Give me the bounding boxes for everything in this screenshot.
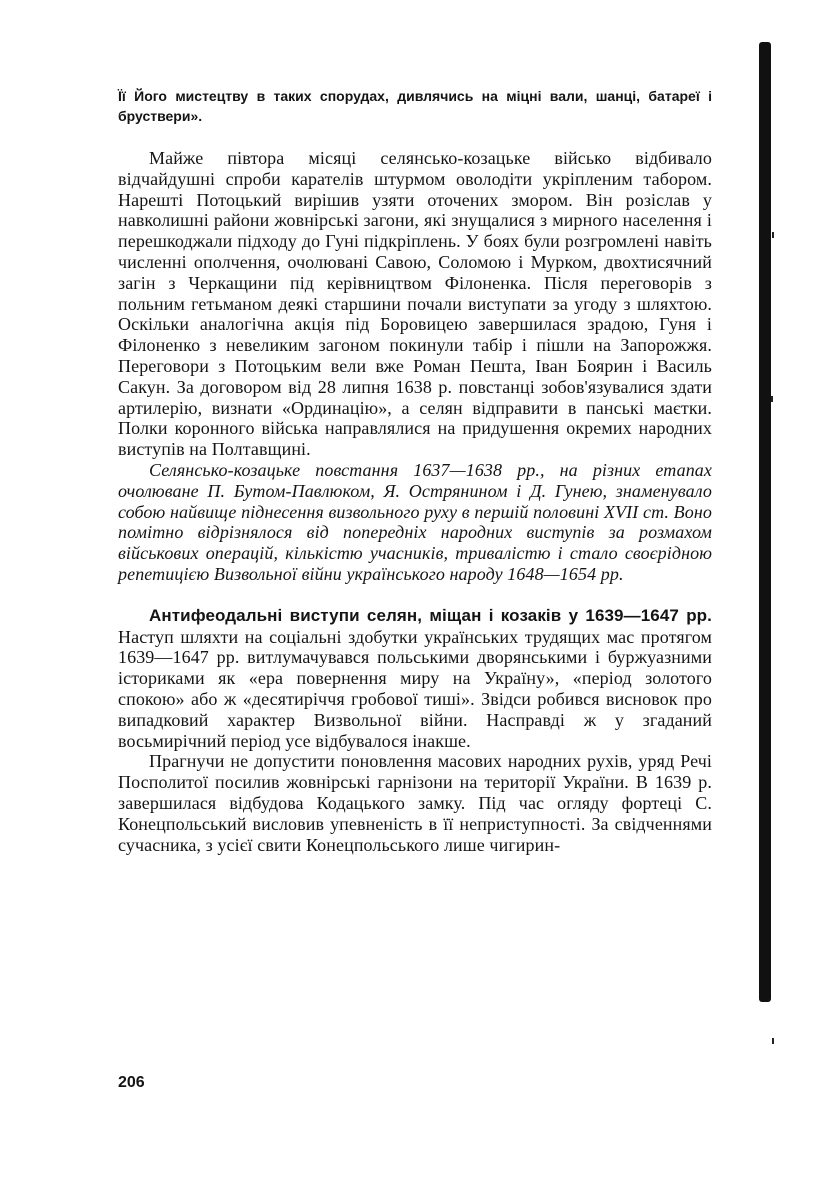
scan-speck [771,396,773,402]
lead-fragment: Її Його мистецтву в таких спорудах, дивлячись на міцні вали, шанці, батареї і бруствери». [118,88,712,124]
page-number: 206 [118,1074,145,1091]
section-paragraph [118,605,712,752]
summary-paragraph-italic: Селянсько-козацьке повстання 1637—1638 рр., на різних етапах очолюване П. Бутом-Павлюком, Я. Острянином і Д. Гунею, знаменувало собою найвище піднесення визвольного руху в першій половині XVII ст. Воно помітно відрізнялося від попередніх народних виступів за розмахом військових операцій, кількістю учасників, тривалістю і стало своєрідною репетицією Визвольної війни українського народу 1648—1654 рр. [118,459,712,584]
paragraph: Майже півтора місяці селянсько-козацьке військо відбивало відчайдушні спроби карателів штурмом оволодіти укріпленим табором. Нарешті Потоцький вирішив узяти оточених змором. Він розіслав у навколишні райони жовнірські загони, які знущалися з мирного населення і перешкоджали підходу до Гуні підкріплень. У боях були розгромлені навіть численні ополчення, очолювані Савою, Соломою і Мурком, двохтисячний загін з Черкащини під керівництвом Філоненка. Після переговорів з польним гетьманом деякі старшини почали виступати за угоду з шляхтою. Оскільки аналогічна акція під Боровицею завершилася зрадою, Гуня і Філоненко з невеликим загоном покинули табір і пішли на Запорожжя. Переговори з Потоцьким вели вже Роман Пешта, Іван Боярин і Василь Сакун. За договором від 28 липня 1638 р. повстанці зобов'язувалися здати артилерію, визнати «Ординацію», а селян відправити в панські маєтки. Полки коронного війська направлялися на придушення окремих народних виступів на Полтавщині. [118,148,712,460]
scan-speck [772,1038,774,1044]
scan-edge-shadow [759,42,771,1002]
section-text: Наступ шляхти на соціальні здобутки українських трудящих мас протягом 1639—1647 рр. витлумачувався польськими дворянськими і буржуазними істориками як «ера повернення миру на Україну», «період золотого спокою» або ж «десятиріччя гробової тиші». Звідси робився висновок про випадковий характер Визвольної війни. Насправді ж у згаданий восьмирічний період усе відбувалося інакше. [118,626,712,751]
section-heading: Антифеодальні виступи селян, міщан і козаків у 1639—1647 рр. [149,605,712,625]
paragraph: Прагнучи не допустити поновлення масових народних рухів, уряд Речі Посполитої посилив жовнірські гарнізони на території України. В 1639 р. завершилася відбудова Кодацького замку. Під час огляду фортеці С. Конецпольський висловив упевненість в її неприступності. За свідченнями сучасника, з усієї свити Конецпольського лише чигирин- [118,751,712,855]
main-text [118,148,712,855]
scan-speck [772,232,774,238]
